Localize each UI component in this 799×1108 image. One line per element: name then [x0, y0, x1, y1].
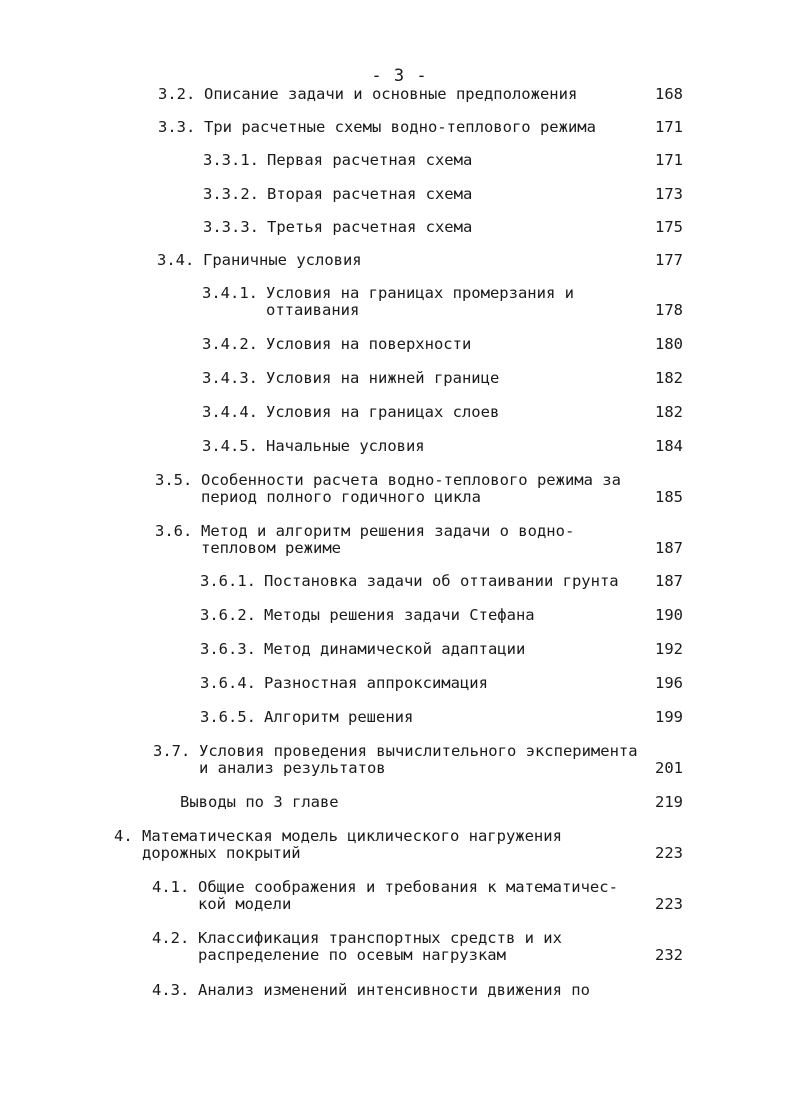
toc-entry-number: 3.6.1.: [200, 572, 256, 590]
toc-entry-title: Выводы по 3 главе: [180, 793, 339, 811]
toc-page-ref: 185: [655, 488, 683, 506]
toc-entry-title: Условия проведения вычислительного эксперимента и анализ результатов: [199, 742, 638, 777]
toc-page-ref: 178: [655, 301, 683, 319]
toc-entry-number: 3.4.5.: [202, 437, 258, 455]
toc-entry-title: Три расчетные схемы водно-теплового режима: [204, 118, 596, 136]
toc-entry-number: 3.6.3.: [200, 640, 256, 658]
toc-entry-title: Начальные условия: [266, 437, 425, 455]
toc-entry-title: Разностная аппроксимация: [264, 674, 488, 692]
toc-entry-title: Вторая расчетная схема: [267, 185, 473, 203]
toc-page-ref: 175: [655, 218, 683, 236]
toc-entry-number: 3.3.3.: [203, 218, 259, 236]
toc-page-ref: 177: [655, 251, 683, 269]
toc-entry-number: 3.3.1.: [203, 151, 259, 169]
toc-entry-number: 3.4.: [157, 251, 195, 269]
toc-page-ref: 199: [655, 708, 683, 726]
toc-entry-number: 3.6.4.: [200, 674, 256, 692]
toc-page-ref: 201: [655, 759, 683, 777]
toc-entry-title: Методы решения задачи Стефана: [264, 606, 535, 624]
toc-page-ref: 168: [655, 85, 683, 103]
toc-entry-number: 4.: [114, 827, 133, 845]
toc-entry-title: Описание задачи и основные предположения: [204, 85, 578, 103]
toc-entry-title: Анализ изменений интенсивности движения по: [198, 981, 590, 999]
toc-entry-number: 3.2.: [158, 85, 196, 103]
toc-page-ref: 171: [655, 151, 683, 169]
toc-entry-title: Граничные условия: [203, 251, 362, 269]
toc-page-ref: 171: [655, 118, 683, 136]
toc-page-ref: 184: [655, 437, 683, 455]
toc-entry-title: Постановка задачи об оттаивании грунта: [264, 572, 619, 590]
toc-page-ref: 223: [655, 895, 683, 913]
page-number: - 3 -: [371, 66, 428, 86]
toc-page-ref: 223: [655, 844, 683, 862]
toc-entry-number: 3.5.: [155, 471, 193, 489]
toc-page-ref: 232: [655, 946, 683, 964]
toc-entry-title: Метод и алгоритм решения задачи о водно- тепловом режиме: [201, 522, 575, 557]
toc-entry-title: Условия на границах слоев: [266, 403, 500, 421]
toc-entry-number: 4.1.: [152, 878, 190, 896]
toc-entry-number: 3.4.4.: [202, 403, 258, 421]
toc-page-ref: 192: [655, 640, 683, 658]
toc-page-ref: 187: [655, 539, 683, 557]
toc-entry-title: Метод динамической адаптации: [264, 640, 526, 658]
toc-page-ref: 182: [655, 369, 683, 387]
toc-page-ref: 196: [655, 674, 683, 692]
toc-page-ref: 182: [655, 403, 683, 421]
toc-page-ref: 219: [655, 793, 683, 811]
toc-entry-number: 3.4.1.: [202, 284, 258, 302]
toc-entry-title: Условия на границах промерзания и оттаивания: [266, 284, 574, 319]
toc-entry-title: Общие соображения и требования к математичес- кой модели: [198, 878, 618, 913]
toc-page-ref: 173: [655, 185, 683, 203]
toc-page-ref: 187: [655, 572, 683, 590]
toc-entry-title: Математическая модель циклического нагружения дорожных покрытий: [142, 827, 562, 862]
toc-page-ref: 180: [655, 335, 683, 353]
toc-entry-number: 3.3.: [158, 118, 196, 136]
toc-entry-title: Классификация транспортных средств и их распределение по осевым нагрузкам: [198, 929, 562, 964]
toc-entry-number: 4.2.: [152, 929, 190, 947]
toc-entry-number: 3.4.3.: [202, 369, 258, 387]
toc-entry-title: Особенности расчета водно-теплового режима за период полного годичного цикла: [201, 471, 621, 506]
toc-entry-title: Третья расчетная схема: [267, 218, 473, 236]
toc-entry-title: Условия на нижней границе: [266, 369, 500, 387]
toc-entry-number: 4.3.: [152, 981, 190, 999]
toc-entry-number: 3.6.2.: [200, 606, 256, 624]
toc-entry-number: 3.4.2.: [202, 335, 258, 353]
toc-entry-number: 3.6.: [155, 522, 193, 540]
toc-entry-number: 3.7.: [153, 742, 191, 760]
toc-entry-number: 3.6.5.: [200, 708, 256, 726]
toc-entry-title: Условия на поверхности: [266, 335, 472, 353]
toc-entry-title: Алгоритм решения: [264, 708, 414, 726]
toc-page-ref: 190: [655, 606, 683, 624]
toc-entry-title: Первая расчетная схема: [267, 151, 473, 169]
toc-entry-number: 3.3.2.: [203, 185, 259, 203]
